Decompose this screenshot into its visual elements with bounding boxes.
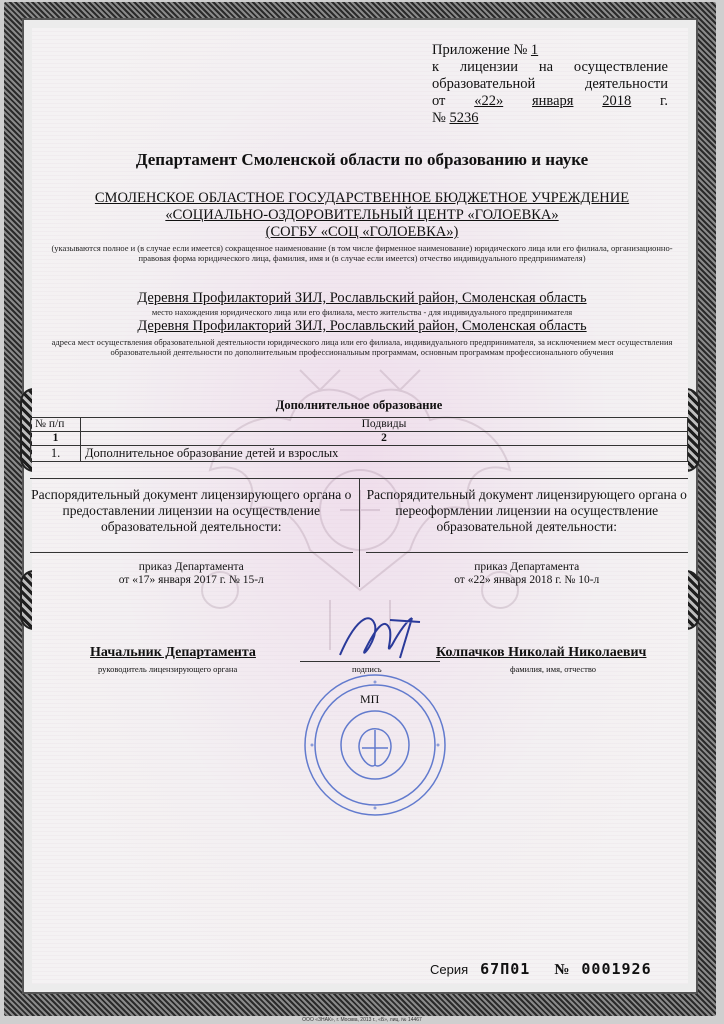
date-from: от (432, 93, 446, 109)
number-sign: № (554, 962, 570, 978)
signer-position-note: руководитель лицензирующего органа (98, 664, 238, 674)
appendix-label: Приложение № (432, 42, 528, 58)
signature-line (300, 661, 440, 662)
appendix-word: лицензии (459, 59, 519, 75)
appendix-word: осуществление (573, 59, 668, 75)
activity-address: Деревня Профилакторий ЗИЛ, Рославльский район, Смоленская область (137, 318, 587, 334)
col-subtype-index: 2 (81, 431, 688, 445)
license-prefix: № (432, 110, 446, 126)
col-subtype-header: Подвиды (81, 417, 688, 431)
appendix-word: к (432, 59, 440, 75)
reissue-order-line2: от «22» января 2018 г. № 10-л (454, 574, 600, 586)
grant-document-header: Распорядительный документ лицензирующего органа о предоставлении лицензии на осуществление образовательной деятельности: (30, 487, 353, 553)
grant-order (30, 553, 353, 587)
table-header-row (31, 417, 688, 431)
appendix-header (432, 42, 668, 127)
department-title: Департамент Смоленской области по образованию и науке (135, 150, 589, 169)
date-suffix: г. (660, 93, 668, 109)
education-table (30, 395, 688, 462)
printer-imprint: ООО «ЗНАК», г. Москва, 2013 г., «Б», лиц. № 14467 (302, 1017, 422, 1023)
table-row (31, 445, 688, 461)
activity-note: адреса мест осуществления образовательной деятельности юридического лица или его филиала, индивидуального предпринимателя, за исключением мест осуществления образовательной деятельности по дополнительным профессиональным программам, основным программам профессионального обучения (51, 337, 673, 357)
series-value: 67П01 (480, 960, 531, 978)
appendix-word: деятельности (584, 76, 668, 92)
license-documents (30, 478, 688, 587)
location-address: Деревня Профилакторий ЗИЛ, Рославльский район, Смоленская область (137, 290, 587, 306)
appendix-license (432, 110, 668, 127)
col-num-header: № п/п (31, 417, 81, 431)
appendix-line1 (432, 42, 668, 59)
appendix-date (432, 93, 668, 110)
reissue-order-line1: приказ Департамента (474, 561, 580, 573)
signature-note: подпись (352, 664, 382, 674)
col-num-index: 1 (31, 431, 81, 445)
organization-line1: СМОЛЕНСКОЕ ОБЛАСТНОЕ ГОСУДАРСТВЕННОЕ БЮДЖЕТНОЕ УЧРЕЖДЕНИЕ (94, 190, 630, 206)
number-value: 0001926 (581, 960, 652, 978)
reissue-document (360, 478, 689, 587)
serial-number (430, 960, 652, 979)
appendix-word: образовательной (432, 76, 536, 92)
grant-document (30, 478, 360, 587)
reissue-order (366, 553, 689, 587)
organization-note: (указываются полное и (в случае если имеется) сокращенное наименование (в том числе фирменное наименование) юридического лица или его филиала, организационно-правовая форма юридического лица, фамилия, имя и (в случае если имеется) отчество индивидуального предпринимателя) (51, 243, 673, 263)
table-index-row (31, 431, 688, 445)
signer-name: Колпачков Николай Николаевич (436, 645, 647, 660)
appendix-line2 (432, 59, 668, 76)
signer-name-note: фамилия, имя, отчество (510, 664, 597, 674)
grant-order-line1: приказ Департамента (138, 561, 244, 573)
license-number: 5236 (449, 110, 479, 126)
reissue-document-header: Распорядительный документ лицензирующего органа о переоформлении лицензии на осуществление образовательной деятельности: (366, 487, 689, 553)
date-month: января (532, 93, 574, 109)
organization-line2: «СОЦИАЛЬНО-ОЗДОРОВИТЕЛЬНЫЙ ЦЕНТР «ГОЛОЕВКА» (165, 207, 559, 223)
organization-line3: (СОГБУ «СОЦ «ГОЛОЕВКА») (265, 224, 459, 240)
appendix-line3 (432, 76, 668, 93)
series-label: Серия (430, 962, 469, 977)
location-note: место нахождения юридического лица или его филиала, место жительства - для индивидуального предпринимателя (151, 307, 573, 317)
row-subtype: Дополнительное образование детей и взрослых (81, 445, 688, 461)
grant-order-line2: от «17» января 2017 г. № 15-л (118, 574, 264, 586)
date-year: 2018 (602, 93, 632, 109)
signer-position: Начальник Департамента (90, 645, 256, 660)
row-num: 1. (31, 445, 81, 461)
organization-name (60, 190, 664, 241)
table-section-title: Дополнительное образование (31, 395, 688, 417)
appendix-number: 1 (530, 42, 539, 58)
date-day: «22» (474, 93, 504, 109)
stamp-place-label: МП (360, 692, 380, 706)
appendix-word: на (538, 59, 554, 75)
